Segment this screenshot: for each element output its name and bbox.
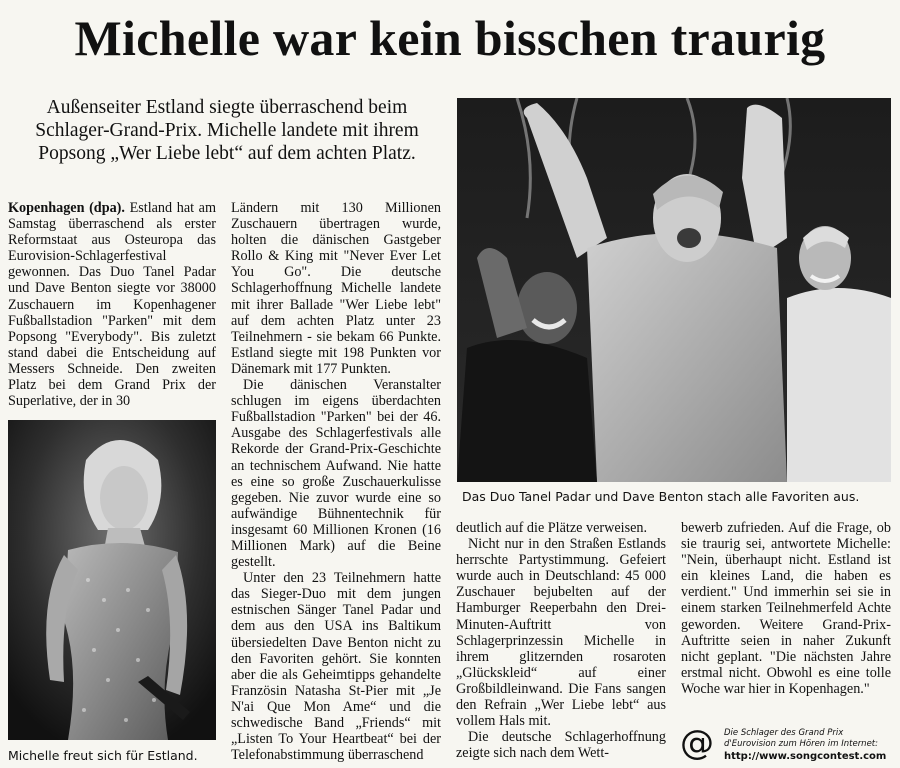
note-url[interactable]: http://www.songcontest.com (724, 751, 887, 762)
paragraph: Ländern mit 130 Millionen Zuschauern übertragen wurde, holten die dänischen Gastgeber Rollo & King mit "Never Ever Let You Go". Die deutsche Schlagerhoffnung Michelle landete mit ihrer Ballade "Wer Liebe lebt" auf dem achten Platz unter 23 Teilnehmern - sie bekam 66 Punkte. Estland siegte mit 198 Punkten vor Dänemark mit 177 Punkten. (231, 200, 441, 377)
paragraph: deutlich auf die Plätze verweisen. (456, 520, 648, 536)
photo-winners (457, 98, 891, 482)
michelle-image (8, 420, 216, 740)
article-column-2 (231, 200, 441, 768)
at-icon: @ (680, 723, 714, 763)
article-column-3 (456, 520, 666, 768)
paragraph: Unter den 23 Teilnehmern hatte das Sieger-Duo mit dem jungen estnischen Sänger Tanel Padar und dem aus den USA ins Baltikum übersiedelten Dave Benton nicht zu den Favoriten gehört. Sie konnten aber die als Geheimtipps gehandelte Französin Natasha St-Pier mit „Je N'ai Que Mon Ame“ und die schwedische Band „Friends“ mit „Listen To Your Heartbeat“ bei der Telefonabstimmung überraschend (231, 570, 441, 764)
paragraph: Nicht nur in den Straßen Estlands herrschte Partystimmung. Gefeiert wurde auch in Deutschland: 45 000 Zuschauer bejubelten auf der Hamburger Reeperbahn den Drei-Minuten-Auftritt von Schlagerprinzessin Michelle in ihrem glitzernden rosaroten „Glückskleid“ auf einer Großbildleinwand. Die Fans sangen den Refrain „Wer Liebe lebt“ aus vollem Hals mit. (456, 536, 666, 730)
article-column-4 (681, 520, 891, 716)
dateline: Kopenhagen (dpa). (8, 200, 125, 216)
winners-image (457, 98, 891, 482)
caption-winners: Das Duo Tanel Padar und Dave Benton stach alle Favoriten aus. (462, 489, 860, 504)
article-column-1 (8, 200, 216, 418)
caption-michelle: Michelle freut sich für Estland. (8, 748, 198, 763)
paragraph: Estland hat am Samstag überraschend als erster Reformstaat aus Osteuropa das Eurovision-Schlagerfestival gewonnen. Das Duo Tanel Padar und Dave Benton siegte vor 38000 Zuschauern im Kopenhagener Fußballstadion "Parken" mit dem Popsong "Everybody". Bis zuletzt stand dabei die Entscheidung auf Messers Schneide. Den zweiten Platz bei dem Grand Prix der Superlative, der in 30 (8, 200, 216, 410)
paragraph: bewerb zufrieden. Auf die Frage, ob sie traurig sei, antwortete Michelle: "Nein, überhaupt nicht. Estland ist ein kleines Land, die haben es verdient." Und immerhin sei sie in einem starken Teilnehmerfeld Achte geworden. Weitere Grand-Prix-Auftritte seien in naher Zukunft nicht geplant. "Die nächsten Jahre erstmal nicht. Obwohl es eine tolle Woche war hier in Kopenhagen." (681, 520, 891, 697)
note-text: Die Schlager des Grand Prix d'Eurovision zum Hören im Internet: (724, 728, 879, 749)
headline: Michelle war kein bisschen traurig (74, 10, 826, 66)
paragraph: Die deutsche Schlagerhoffnung zeigte sich nach dem Wett- (456, 729, 666, 762)
subheadline: Außenseiter Estland siegte überraschend beim Schlager-Grand-Prix. Michelle landete mit ihrem Popsong „Wer Liebe lebt“ auf dem achten Platz. (35, 97, 419, 164)
paragraph: Die dänischen Veranstalter schlugen im eigens überdachten Fußballstadion "Parken" bei der 46. Ausgabe des Schlagerfestivals alle Rekorde der Grand-Prix-Geschichte an technischem Aufwand. Nie hatte es eine so große Zuschauerkulisse gegeben. Nie zuvor wurde eine so aufwändige Bühnentechnik für insgesamt 60 Millionen Kronen (16 Millionen Mark) auf die Beine gestellt. (231, 377, 441, 571)
photo-michelle (8, 420, 216, 740)
